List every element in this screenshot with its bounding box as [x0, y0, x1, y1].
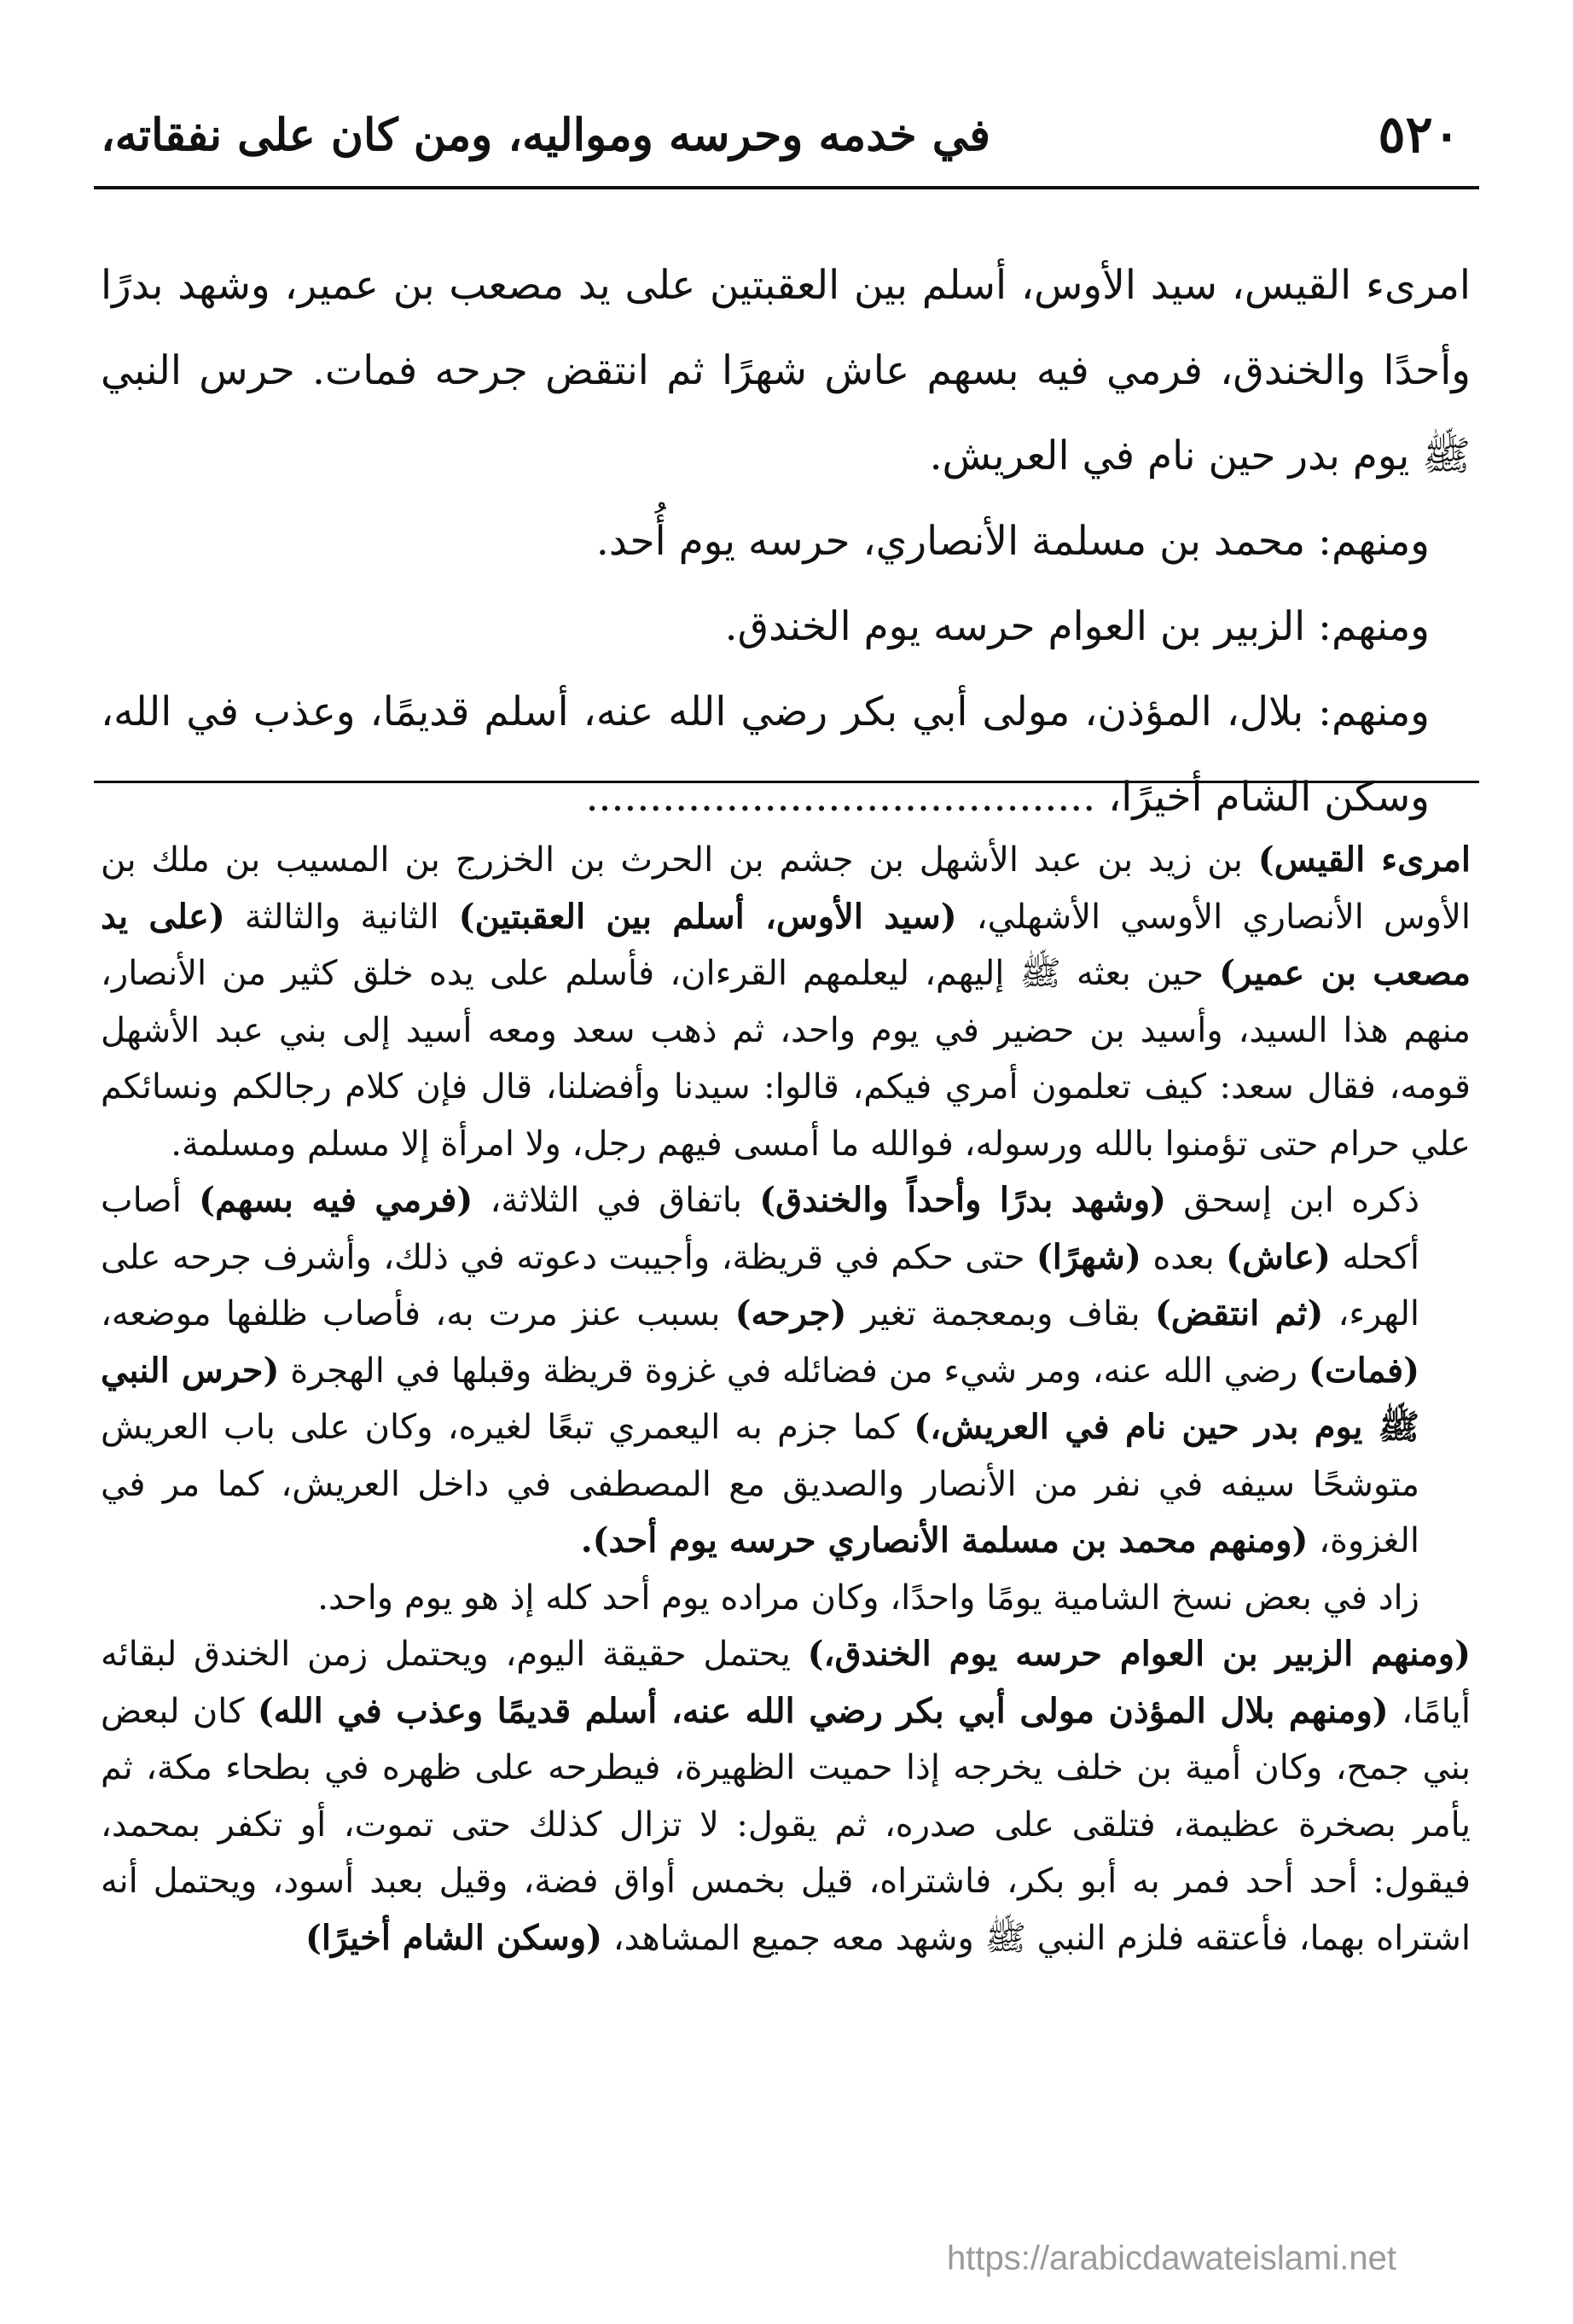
- plain-text: الثانية والثالثة: [224, 897, 459, 937]
- highlight-text: (ومنهم محمد بن مسلمة الأنصاري حرسه يوم أحد).: [580, 1520, 1309, 1560]
- matn-paragraph: ومنهم: الزبير بن العوام حرسه يوم الخندق.: [724, 603, 1430, 650]
- plain-text: يحتمل حقيقة اليوم، ويحتمل زمن الخندق لبقائه أيامًا،: [101, 1635, 1471, 1731]
- page-number: ٥٢٠: [1378, 105, 1460, 165]
- ellipsis-dots: ........................................: [585, 774, 1096, 821]
- plain-text: رضي الله عنه، ومر شيء من فضائله في غزوة قريظة وقبلها في الهجرة: [279, 1351, 1309, 1391]
- highlight-text: (جرحه): [734, 1293, 847, 1333]
- sharh-paragraph: [101, 1570, 1471, 1627]
- highlight-text: (حرس النبي ﷺ يوم بدر حين نام في العريش،): [101, 1350, 1419, 1447]
- header-rule: [94, 186, 1479, 189]
- plain-text: ذكره ابن إسحق: [1166, 1181, 1420, 1220]
- sharh-paragraph: [101, 1626, 1471, 1967]
- plain-text: بقاف وبمعجمة تغير: [846, 1294, 1155, 1333]
- plain-text: كما جزم به اليعمري تبعًا لغيره، وكان على باب العريش متوشحًا سيفه في نفر من الأنصار والصديق مع المصطفى في داخل العريش، كما مر في الغزوة،: [101, 1408, 1419, 1560]
- highlight-text: (على يد مصعب بن عمير): [101, 896, 1471, 993]
- matn-text: [101, 243, 1471, 840]
- highlight-text: (ومنهم الزبير بن العوام حرسه يوم الخندق،): [807, 1634, 1471, 1674]
- highlight-text: (ومنهم بلال المؤذن مولى أبي بكر رضي الله عنه، أسلم قديمًا وعذب في الله): [257, 1690, 1389, 1731]
- plain-text: باتفاق في الثلاثة،: [473, 1181, 760, 1220]
- matn-paragraph: ومنهم: محمد بن مسلمة الأنصاري، حرسه يوم أُحد.: [595, 518, 1430, 565]
- matn-paragraph: امرىء القيس، سيد الأوس، أسلم بين العقبتين على يد مصعب بن عمير، وشهد بدرًا وأحدًا والخندق، فرمي فيه بسهم عاش شهرًا ثم انتقض جرحه فمات. حرس النبي ﷺ يوم بدر حين نام في العريش.: [101, 262, 1471, 479]
- highlight-text: (فمات): [1309, 1350, 1419, 1391]
- highlight-text: (شهرًا): [1036, 1236, 1141, 1277]
- sharh-commentary: [101, 832, 1471, 1967]
- plain-text: أصاب أكحله: [101, 1181, 1419, 1277]
- plain-text: بن زيد بن عبد الأشهل بن جشم بن الحرث بن الخزرج بن المسيب بن ملك بن الأوس الأنصاري الأوسي الأشهلي،: [101, 840, 1471, 937]
- highlight-text: (وشهد بدرًا وأحداً والخندق): [759, 1180, 1166, 1220]
- running-title: في خدمه وحرسه ومواليه، ومن كان على نفقاته،: [101, 108, 990, 161]
- plain-text: بسبب عنز مرت به، فأصاب ظلفها موضعه،: [101, 1294, 735, 1333]
- plain-text: حتى حكم في قريظة، وأجيبت دعوته في ذلك، وأشرف جرحه على الهرء،: [101, 1237, 1419, 1333]
- separator-rule: [94, 781, 1479, 783]
- matn-text-span: ومنهم: بلال، المؤذن، مولى أبي بكر رضي الله عنه، أسلم قديمًا، وعذب في الله، وسكن الشام أخيرًا،: [101, 688, 1430, 821]
- highlight-text: امرىء القيس): [1257, 840, 1471, 880]
- matn-paragraph: [101, 670, 1471, 840]
- highlight-text: (سيد الأوس، أسلم بين العقبتين): [458, 896, 957, 937]
- page-header: [101, 101, 1460, 169]
- plain-text: زاد في بعض نسخ الشامية يومًا واحدًا، وكان مراده يوم أحد كله إذ هو يوم واحد.: [317, 1577, 1419, 1618]
- plain-text: كان لبعض بني جمح، وكان أمية بن خلف يخرجه إذا حميت الظهيرة، فيطرحه على ظهره في بطحاء مكة، ثم يأمر بصخرة عظيمة، فتلقى على صدره، ثم يقول: لا تزال كذلك حتى تموت، أو تكفر بمحمد، فيقول: أحد أحد فمر به أبو بكر، فاشتراه، قيل بخمس أواق فضة، وقيل بعبد أسود، ويحتمل أنه اشتراه بهما، فأعتقه فلزم النبي ﷺ وشهد معه جميع المشاهد،: [101, 1691, 1471, 1958]
- sharh-paragraph: [101, 832, 1471, 1172]
- highlight-text: (ثم انتقض): [1154, 1293, 1324, 1333]
- plain-text: حين بعثه ﷺ إليهم، ليعلمهم القرءان، فأسلم على يده خلق كثير من الأنصار، منهم هذا السيد، وأسيد بن حضير في يوم واحد، ثم ذهب سعد ومعه أسيد إلى بني عبد الأشهل قومه، فقال سعد: كيف تعلمون أمري فيكم، قالوا: سيدنا وأفضلنا، قال فإن كلام رجالكم ونسائكم علي حرام حتى تؤمنوا بالله ورسوله، فوالله ما أمسى فيهم رجل، ولا امرأة إلا مسلم ومسلمة.: [101, 954, 1471, 1164]
- sharh-paragraph: [101, 1172, 1471, 1570]
- watermark-url: https://arabicdawateislami.net: [947, 2240, 1396, 2277]
- highlight-text: (وسكن الشام أخيرًا): [305, 1917, 603, 1958]
- plain-text: بعده: [1141, 1237, 1227, 1277]
- highlight-text: (عاش): [1226, 1236, 1331, 1277]
- highlight-text: (فرمي فيه بسهم): [199, 1180, 473, 1220]
